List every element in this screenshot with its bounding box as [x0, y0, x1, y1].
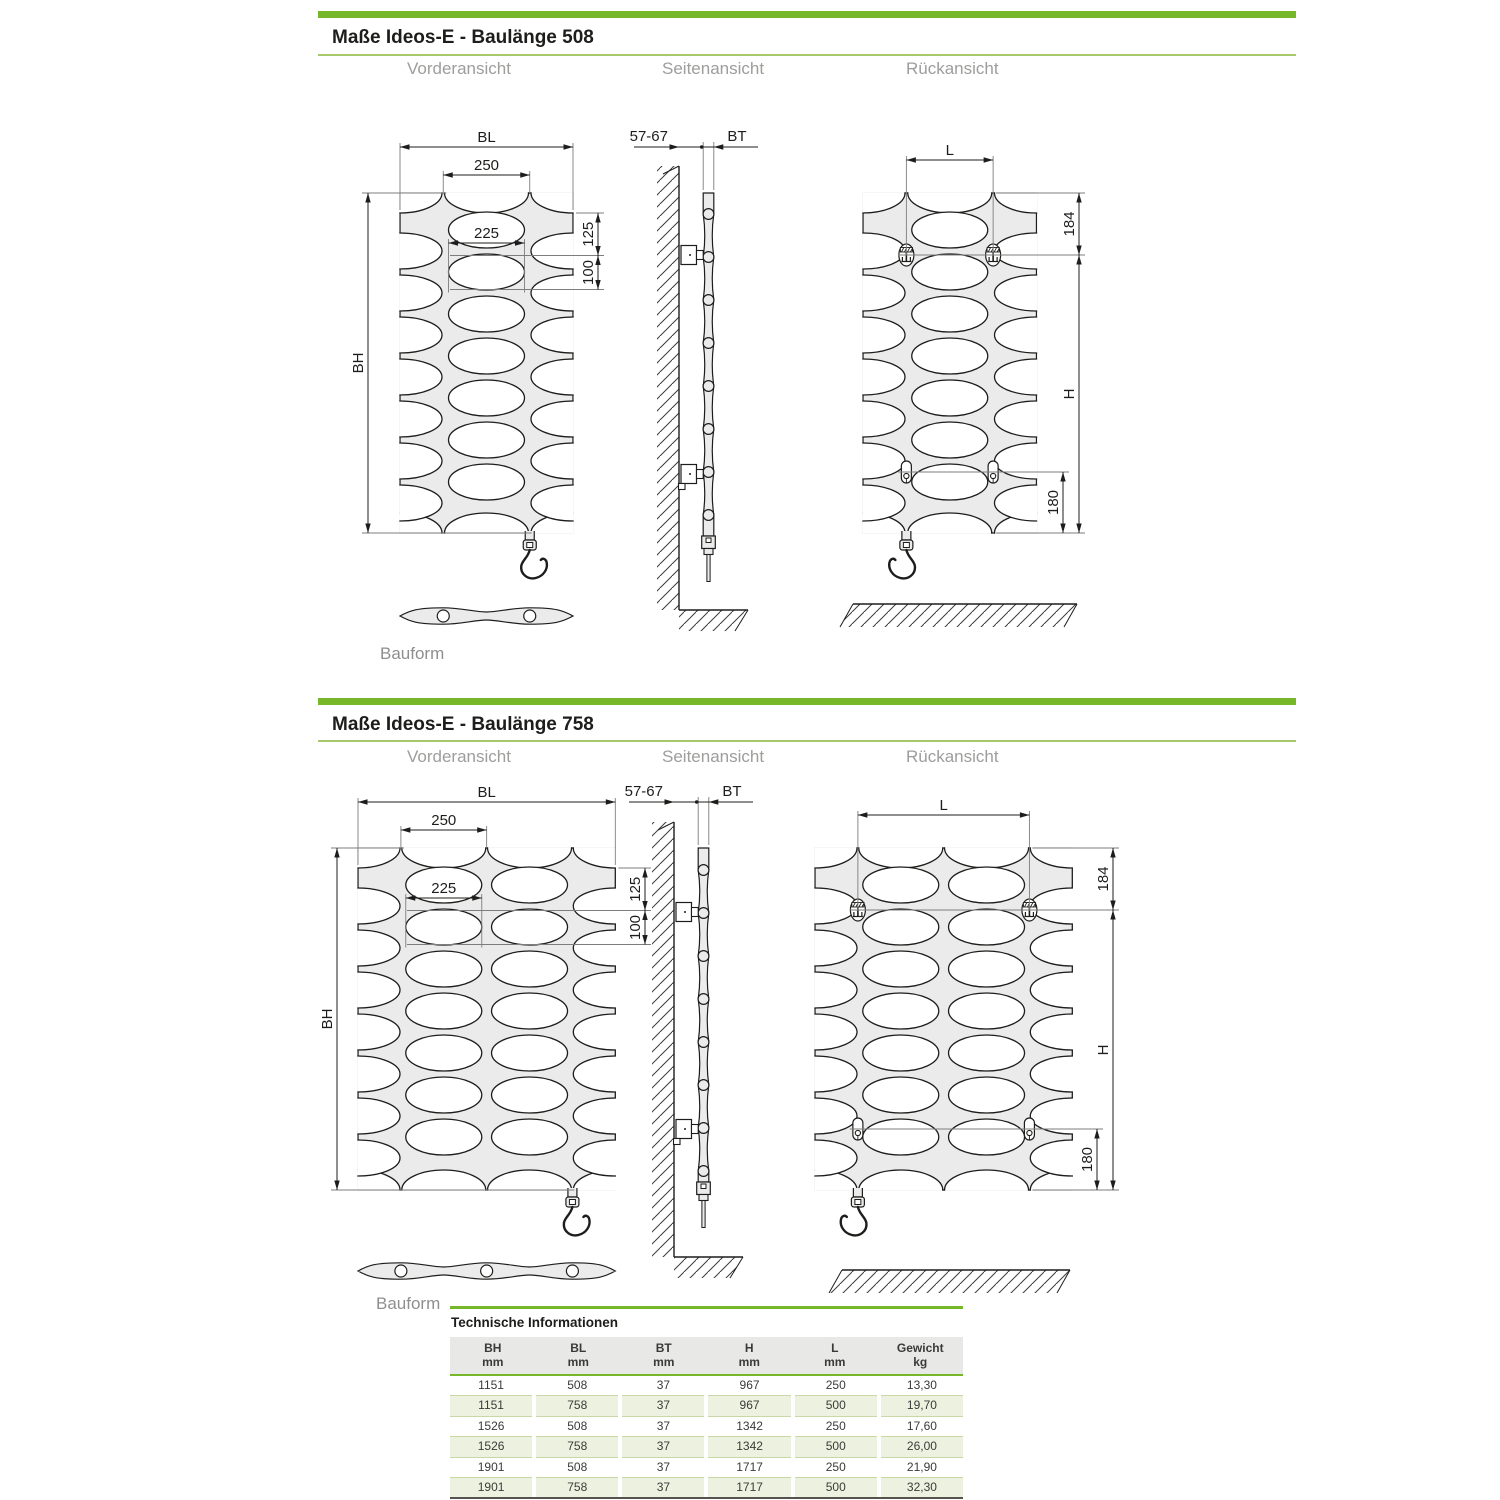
dimension-label: 184 — [1061, 211, 1078, 237]
table-cell: 1342 — [708, 1436, 790, 1456]
radiator-body-front — [316, 828, 657, 1210]
dimension-label: BL — [477, 784, 496, 801]
view-label-side-758: Seitenansicht — [662, 747, 765, 766]
back-view-drawing — [773, 797, 1119, 1293]
table-header-cell: BH mm — [482, 1341, 504, 1369]
heating-element — [564, 1188, 590, 1235]
dimension-label: BL — [477, 129, 496, 146]
table-body — [450, 1376, 963, 1497]
section-drawing-758 — [316, 783, 1119, 1293]
dimension-label: 125 — [580, 221, 597, 247]
radiator-profile — [698, 848, 709, 1182]
table-cell: 508 — [536, 1416, 618, 1436]
table-header-cell: BL mm — [567, 1341, 589, 1369]
table-top-rule — [450, 1306, 963, 1309]
dimension-label: L — [939, 797, 948, 814]
heating-element-side — [697, 1182, 711, 1228]
cable-hook — [521, 550, 547, 578]
table-row — [450, 1457, 963, 1477]
cable-hook — [564, 1207, 590, 1235]
table-header-row — [450, 1337, 963, 1374]
wall-hatch — [652, 822, 674, 1257]
section-accent-bar — [318, 11, 1296, 18]
section-title-758: Maße Ideos-E - Baulänge 758 — [332, 714, 594, 735]
dimension-label: 250 — [431, 812, 457, 829]
table-row — [450, 1436, 963, 1456]
table-bottom-rule — [450, 1497, 963, 1499]
table-header-cell: L mm — [824, 1341, 846, 1369]
dimension-label: 125 — [627, 876, 644, 902]
dimension-label: 100 — [627, 914, 644, 941]
front-view-drawing — [350, 129, 615, 578]
table-row — [450, 1376, 963, 1395]
heating-element-side — [702, 536, 716, 582]
table-header-cell: BT mm — [653, 1341, 675, 1369]
table-cell: 13,30 — [906, 1378, 937, 1392]
table-cell: 250 — [795, 1457, 877, 1477]
table-cell: 758 — [536, 1395, 618, 1415]
table-cell: 250 — [825, 1378, 846, 1392]
table-cell: 500 — [795, 1477, 877, 1497]
section-accent-bar-2 — [318, 698, 1296, 705]
section-drawing-508 — [350, 128, 1085, 631]
floor-hatch — [674, 1257, 743, 1278]
table-cell: 32,30 — [881, 1477, 963, 1497]
dimension-label: H — [1061, 388, 1078, 400]
table-cell: 1151 — [450, 1395, 532, 1415]
table-cell: 1526 — [450, 1416, 532, 1436]
view-label-front-508: Vorderansicht — [407, 59, 511, 78]
section-title-508: Maße Ideos-E - Baulänge 508 — [332, 27, 594, 48]
wall-hatch — [657, 166, 679, 610]
table-cell: 19,70 — [881, 1395, 963, 1415]
table-cell: 37 — [622, 1457, 704, 1477]
table-cell: 37 — [622, 1416, 704, 1436]
table-cell: 758 — [536, 1436, 618, 1456]
radiator-profile — [703, 193, 714, 536]
floor-hatch — [679, 610, 748, 631]
table-row — [450, 1395, 963, 1415]
section-rule — [318, 54, 1296, 56]
bauform-plan-view — [400, 608, 573, 624]
upper-wall-bracket-side — [681, 246, 703, 265]
back-view-drawing — [821, 142, 1085, 627]
table-cell: 1526 — [450, 1436, 532, 1456]
dimension-label: H — [1095, 1044, 1112, 1056]
table-cell: 1717 — [708, 1457, 790, 1477]
table-cell: 1151 — [478, 1378, 504, 1392]
table-cell: 37 — [622, 1436, 704, 1456]
table-cell: 250 — [795, 1416, 877, 1436]
dimension-label: BT — [727, 128, 747, 145]
table-header-cell: H mm — [738, 1341, 760, 1369]
dimension-label: 180 — [1079, 1146, 1096, 1173]
floor-hatch — [840, 604, 1077, 627]
dimension-label: BH — [319, 1008, 336, 1030]
table-title: Technische Informationen — [451, 1315, 619, 1330]
side-dimensions — [630, 128, 758, 190]
radiator-body-back — [773, 828, 1114, 1210]
dimension-label: BH — [350, 352, 367, 374]
front-view-drawing — [316, 784, 657, 1235]
dimension-label: BT — [722, 783, 742, 800]
table-cell: 1342 — [708, 1416, 790, 1436]
table-cell: 508 — [567, 1378, 588, 1392]
bauform-label-758: Bauform — [376, 1294, 441, 1313]
table-header-cell: Gewicht kg — [896, 1341, 944, 1369]
table-row — [450, 1477, 963, 1497]
table-cell: 1717 — [708, 1477, 790, 1497]
radiator-body-back — [821, 173, 1079, 553]
dimension-label: 225 — [431, 880, 457, 897]
table-cell: 37 — [622, 1477, 704, 1497]
dimension-label: 57-67 — [624, 783, 663, 800]
heating-element — [889, 531, 915, 578]
table-cell: 17,60 — [881, 1416, 963, 1436]
view-label-back-508: Rückansicht — [906, 59, 999, 78]
dimension-label: 184 — [1095, 866, 1112, 892]
heating-element — [521, 531, 547, 578]
lower-wall-bracket-side — [679, 465, 704, 490]
dimension-label: 57-67 — [629, 128, 668, 145]
table-cell: 37 — [622, 1395, 704, 1415]
dimension-label: 180 — [1045, 489, 1062, 516]
bauform-plan-view — [358, 1263, 615, 1279]
table-row — [450, 1416, 963, 1436]
lower-wall-bracket-side — [674, 1120, 699, 1145]
table-cell: 26,00 — [881, 1436, 963, 1456]
table-cell: 21,90 — [881, 1457, 963, 1477]
dimension-label: 100 — [580, 259, 597, 286]
table-cell: 967 — [739, 1378, 760, 1392]
view-label-side-508: Seitenansicht — [662, 59, 765, 78]
table-cell: 967 — [708, 1395, 790, 1415]
heating-element — [841, 1188, 867, 1235]
table-cell: 508 — [536, 1457, 618, 1477]
view-label-back-758: Rückansicht — [906, 747, 999, 766]
side-view-drawing — [625, 783, 753, 1278]
table-cell: 1901 — [450, 1457, 532, 1477]
bauform-label-508: Bauform — [380, 644, 445, 663]
floor-hatch — [829, 1270, 1070, 1293]
side-dimensions — [625, 783, 753, 845]
section-rule-2 — [318, 740, 1296, 742]
cable-hook — [841, 1207, 867, 1235]
cable-hook — [889, 550, 915, 578]
dimension-label: 225 — [473, 225, 500, 242]
table-cell: 758 — [536, 1477, 618, 1497]
table-cell: 1901 — [450, 1477, 532, 1497]
view-label-front-758: Vorderansicht — [407, 747, 511, 766]
dimension-label: 250 — [473, 157, 500, 174]
technical-info-table — [450, 1306, 963, 1499]
upper-wall-bracket-side — [676, 903, 698, 922]
table-cell: 37 — [656, 1378, 671, 1392]
side-view-drawing — [630, 128, 758, 631]
table-cell: 500 — [795, 1395, 877, 1415]
table-cell: 500 — [795, 1436, 877, 1456]
dimension-label: L — [945, 142, 954, 159]
